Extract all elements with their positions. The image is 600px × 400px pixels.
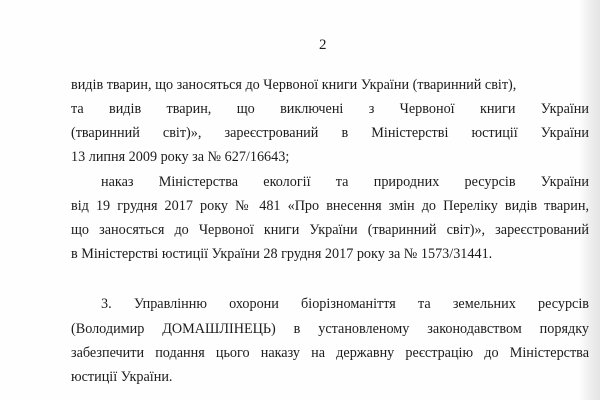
page-number: 2 xyxy=(319,37,327,53)
paragraph-line: (Володимир ДОМАШЛІНЕЦЬ) в установленому законодавством порядку xyxy=(71,321,589,337)
paragraph-line: 13 липня 2009 року за № 627/16643; xyxy=(71,149,290,165)
paragraph-line: забезпечити подання цього наказу на державну реєстрацію до Міністерства xyxy=(71,345,589,361)
paragraph-line: що заносяться до Червоної книги України (тваринний світ)», зареєстрований xyxy=(71,222,589,238)
paragraph-line: від 19 грудня 2017 року № 481 «Про внесення змін до Переліку видів тварин, xyxy=(71,198,589,214)
paragraph-line: наказ Міністерства екології та природних ресурсів України xyxy=(101,174,589,190)
paragraph-line: та видів тварин, що виключені з Червоної книги України xyxy=(71,101,589,117)
paragraph-line: в Міністерстві юстиції України 28 грудня 2017 року за № 1573/31441. xyxy=(71,246,493,262)
paragraph-line: 3. Управлінню охорони біорізноманіття та земельних ресурсів xyxy=(101,296,589,312)
paragraph-line: юстиції України. xyxy=(71,369,173,385)
paragraph-line: (тваринний світ)», зареєстрований в Міністерстві юстиції України xyxy=(71,125,589,141)
paragraph-line: видів тварин, що заносяться до Червоної книги України (тваринний світ), xyxy=(71,77,517,93)
